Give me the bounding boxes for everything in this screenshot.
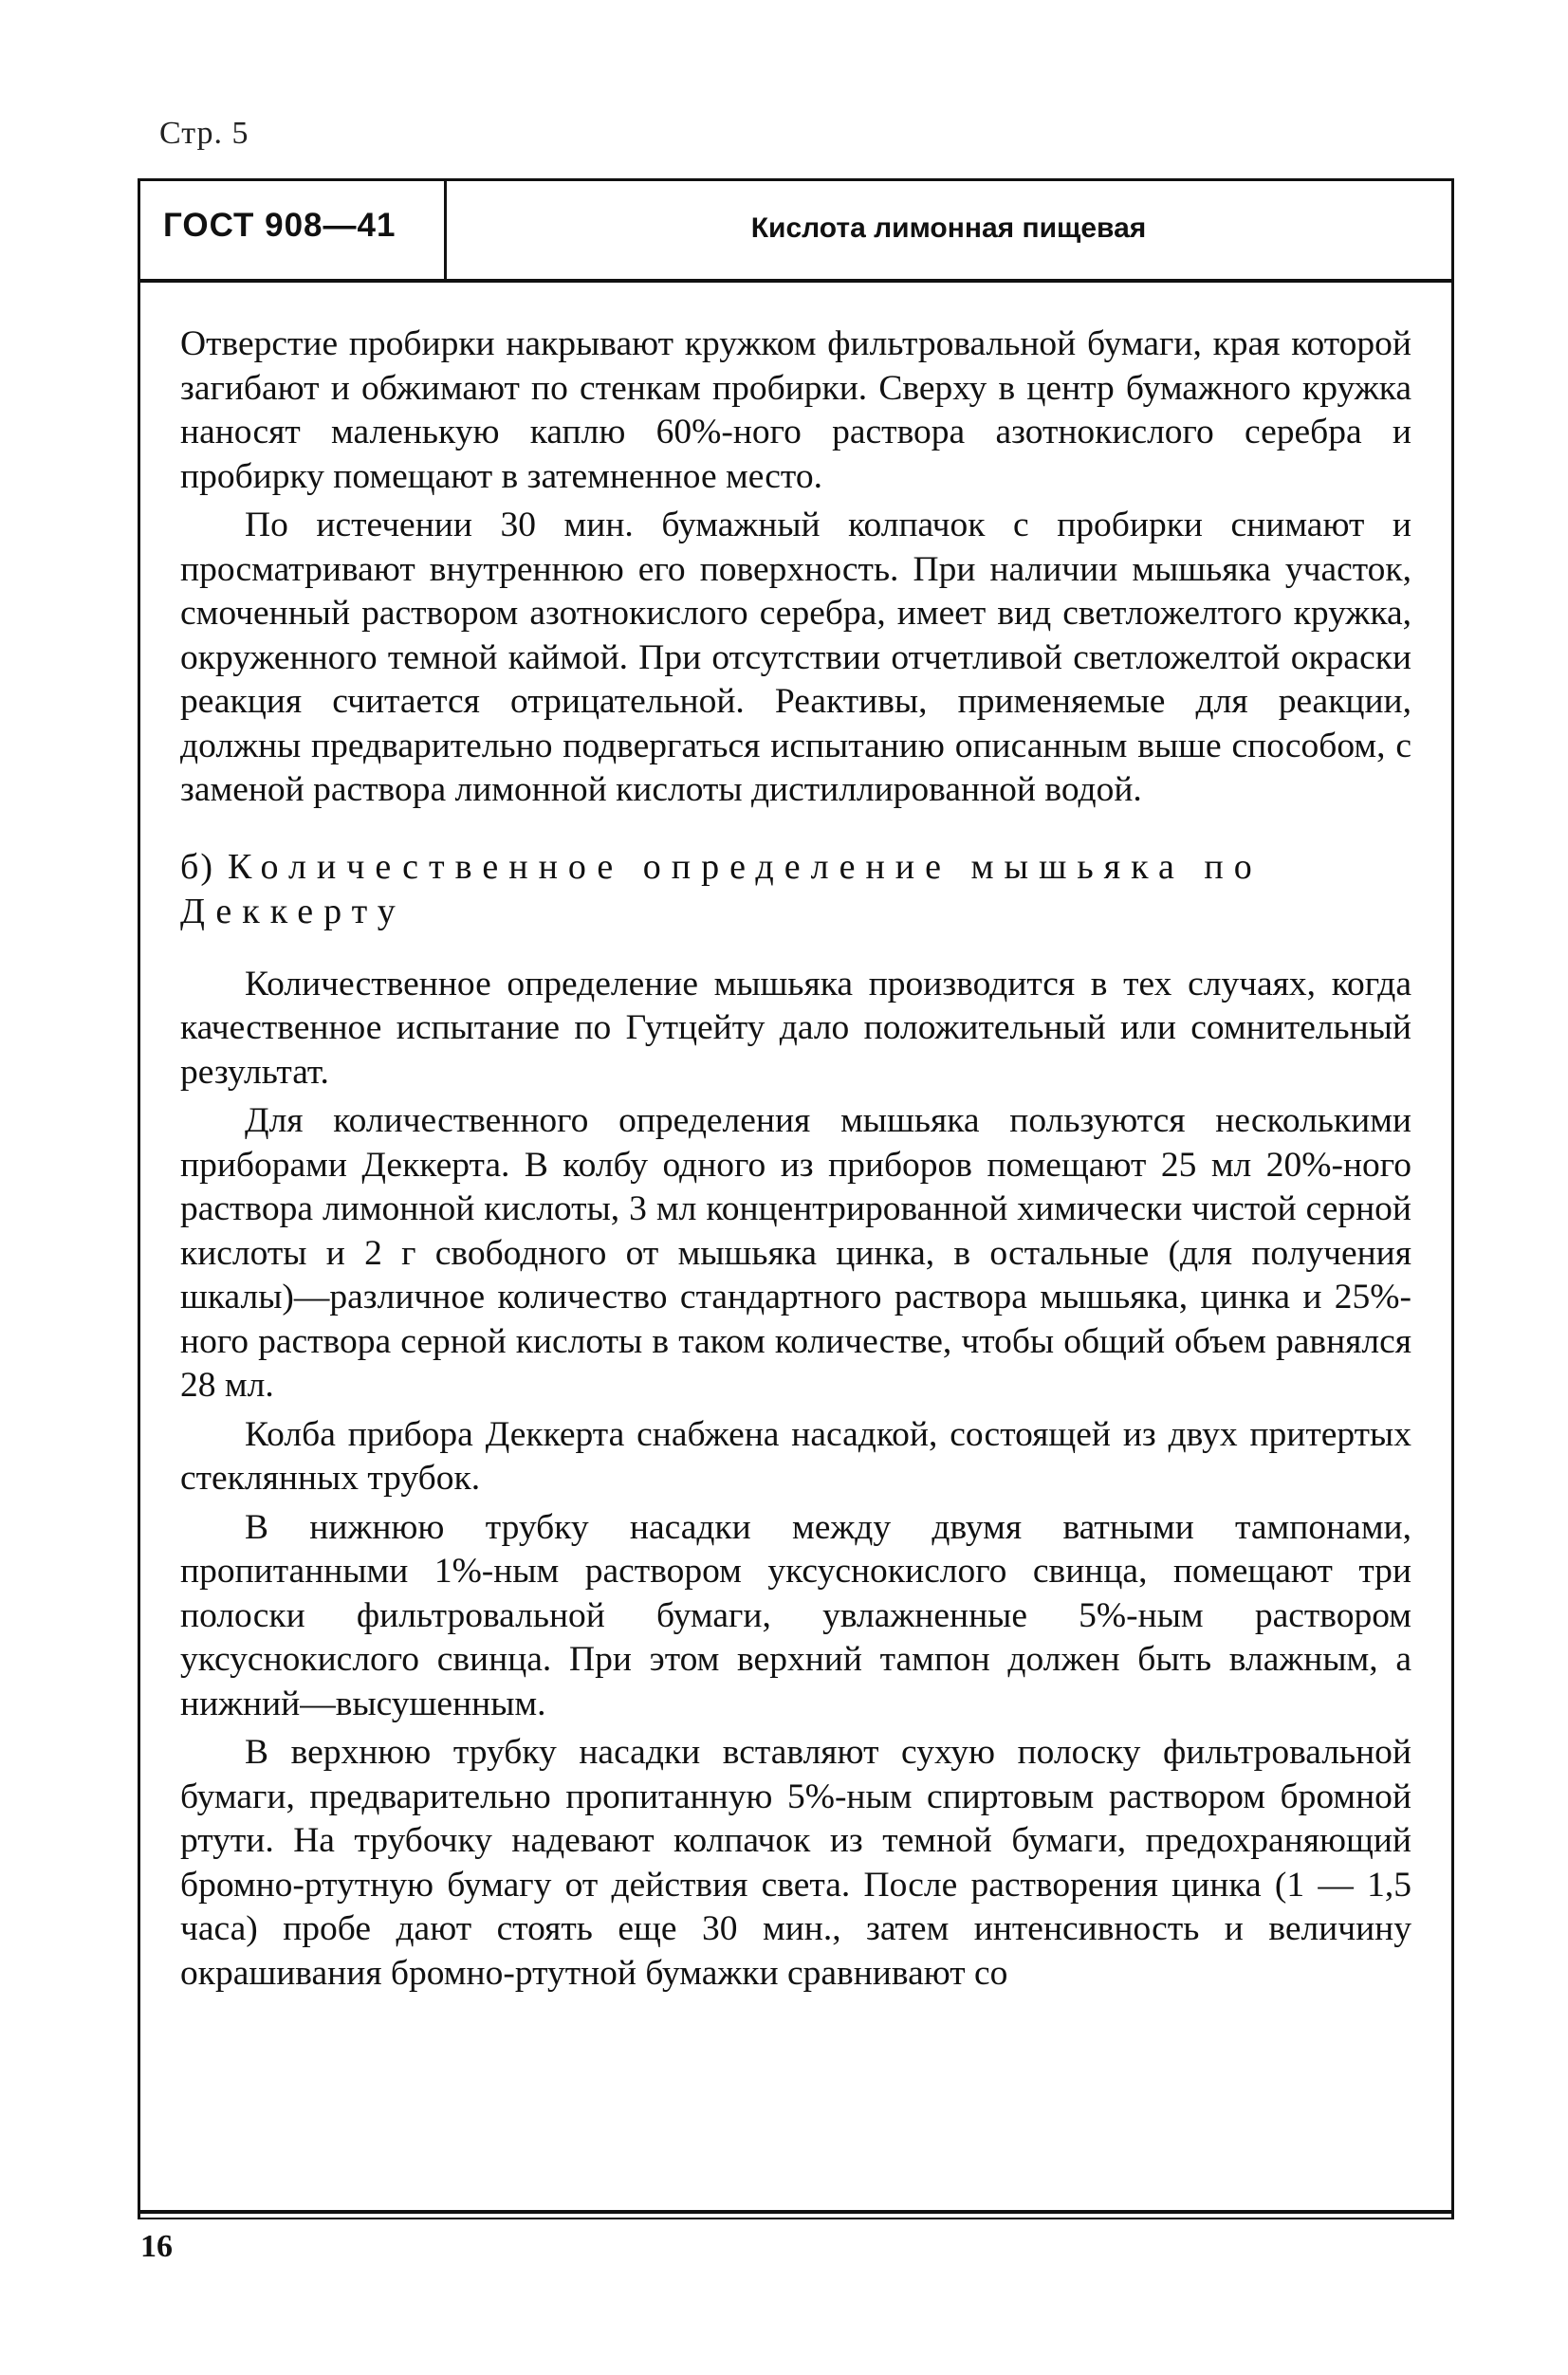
- header-title: Кислота лимонная пищевая: [750, 212, 1147, 244]
- paragraph: Отверстие пробирки накрывают кружком фильтровальной бумаги, края которой загибают и обжимают по стенкам пробирки. Сверху в центр бумажного кружка наносят маленькую каплю 60%-ного раствора азотнокислого серебра и пробирку помещают в затемненное место.: [180, 324, 1411, 496]
- section-letter: б): [180, 846, 214, 887]
- page-number: 16: [140, 2229, 173, 2264]
- section-title: Количественное определение мышьяка по Деккерту: [180, 846, 1263, 931]
- header-bottom-rule: [138, 279, 1454, 283]
- frame-left-border: [138, 178, 140, 2218]
- paragraph: В нижнюю трубку насадки между двумя ватными тампонами, пропитанными 1%-ным раствором уксуснокислого свинца, помещают три полоски фильтровальной бумаги, увлажненные 5%-ным раствором уксуснокислого свинца. При этом верхний тампон должен быть влажным, а нижний—высушенным.: [180, 1507, 1411, 1723]
- section-heading: [180, 845, 1411, 934]
- footer-rule-thin: [138, 2218, 1454, 2219]
- header-standard-number: ГОСТ 908—41: [163, 207, 397, 244]
- paragraph: По истечении 30 мин. бумажный колпачок с пробирки снимают и просматривают внутреннюю его поверхность. При наличии мышьяка участок, смоченный раствором азотнокислого серебра, имеет вид светложелтого кружка, окруженного темной каймой. При отсутствии отчетливой светложелтой окраски реакция считается отрицательной. Реактивы, применяемые для реакции, должны предварительно подвергаться испытанию описанным выше способом, с заменой раствора лимонной кислоты дистиллированной водой.: [180, 506, 1411, 809]
- paragraph: Колба прибора Деккерта снабжена насадкой, состоящей из двух притертых стеклянных трубок.: [180, 1414, 1411, 1498]
- footer-rule: [138, 2210, 1454, 2214]
- paragraph: В верхнюю трубку насадки вставляют сухую полоску фильтровальной бумаги, предварительно пропитанную 5%-ным спиртовым раствором бромной ртути. На трубочку надевают колпачок из темной бумаги, предохраняющий бромно-ртутную бумагу от действия света. После растворения цинка (1 — 1,5 часа) пробе дают стоять еще 30 мин., затем интенсивность и величину окрашивания бромно-ртутной бумажки сравнивают со: [180, 1733, 1411, 1993]
- page-label: Стр. 5: [159, 116, 249, 151]
- paragraph: Для количественного определения мышьяка пользуются несколькими приборами Деккерта. В колбу одного из приборов помещают 25 мл 20%-ного раствора лимонной кислоты, 3 мл концентрированной химически чистой серной кислоты и 2 г свободного от мышьяка цинка, в остальные (для получения шкалы)—различное количество стандартного раствора мышьяка, цинка и 25%-ного раствора серной кислоты в таком количестве, чтобы общий объем равнялся 28 мл.: [180, 1101, 1411, 1405]
- frame-right-border: [1451, 178, 1454, 2218]
- page-body: [180, 322, 1411, 1996]
- paragraph: Количественное определение мышьяка производится в тех случаях, когда качественное испытание по Гутцейту дало положительный или сомнительный результат.: [180, 964, 1411, 1092]
- header-top-rule: [138, 178, 1454, 181]
